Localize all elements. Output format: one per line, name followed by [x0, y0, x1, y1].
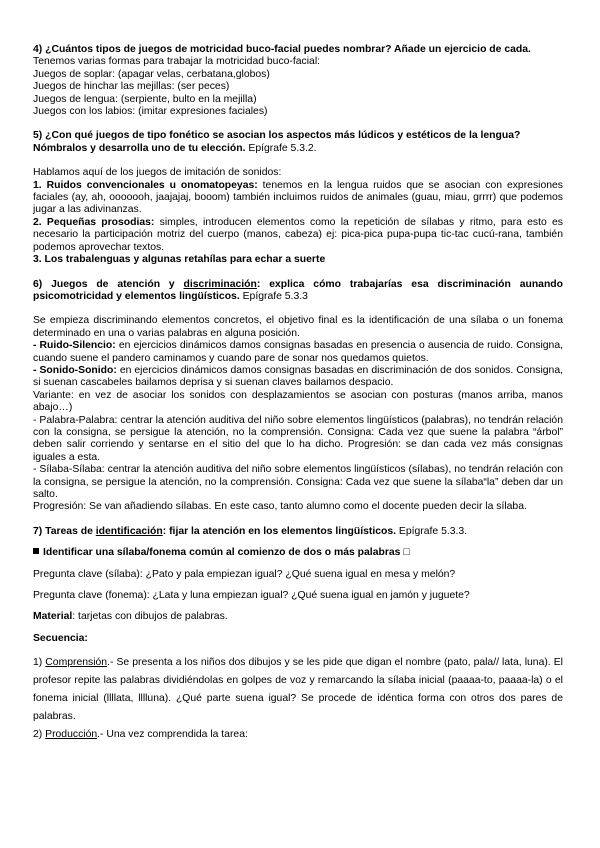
q7-pregunta-silaba: Pregunta clave (sílaba): ¿Pato y pala empiezan igual? ¿Qué suena igual en mesa y melón? — [33, 568, 456, 580]
q7-produccion: 2) Producción.- Una vez comprendida la tarea: — [33, 729, 248, 741]
q7-secuencia: Secuencia: — [33, 632, 88, 644]
q6-silaba-silaba: - Sílaba-Sílaba: centrar la atención auditiva del niño sobre elementos lingüísticos (sílabas), no tendrán relación con la consigna, se persigue la atención, no la comprensión. Consigna: Cada vez que suene la sílaba“la” deben dar un salto. — [33, 464, 563, 500]
q7-comprension: 1) Comprensión.- Se presenta a los niños dos dibujos y se les pide que digan el nombre (pato, pala// lata, luna). El profesor repite las palabras dividiéndolas en golpes de voz y remarcando la sílaba inicial (paaaa-to, paaaa-la) o el fonema inicial (llllata, lllluna). ¿Qué parte suena igual? Se procede de idéntica forma con otros dos pares de palabras. — [33, 657, 563, 723]
q6-palabra-palabra: - Palabra-Palabra: centrar la atención auditiva del niño sobre elementos lingüísticos (palabras), no tendrán relación con la consigna, se persigue la atención, no la comprensión. Consigna: Cada vez que suene la palabra “árbol” deben salir corriendo y sentarse en el sitio del que lo ha dicho. Progresión: se dan cada vez más consignas iguales a esta. — [33, 414, 563, 463]
q6-ruido-silencio: - Ruido-Silencio: en ejercicios dinámicos damos consignas basadas en presencia o ausencia de ruido. Consigna, cuando suene el pandero caminamos y cuando pare de sonar nos quedamos quietos. — [33, 340, 563, 364]
q4-line: Juegos de lengua: (serpiente, bulto en la mejilla) — [33, 93, 257, 105]
q6-sonido-sonido: - Sonido-Sonido: en ejercicios dinámicos damos consignas basadas en discriminación de dos sonidos. Consigna, si suenan cascabeles bailamos deprisa y si suenan claves bailamos despacio. — [33, 364, 564, 389]
q5-intro: Hablamos aquí de los juegos de imitación de sonidos: — [33, 167, 282, 179]
q7-pregunta-fonema: Pregunta clave (fonema): ¿Lata y luna empiezan igual? ¿Qué suena igual en jamón y juguete? — [33, 590, 470, 602]
document-page — [33, 44, 563, 744]
q7-bullet: Identificar una sílaba/fonema común al comienzo de dos o más palabras □ — [33, 547, 563, 559]
q4-line: Juegos de hinchar las mejillas: (ser peces) — [33, 81, 230, 93]
bullet-square-icon — [33, 548, 39, 554]
q4-line: Juegos con los labios: (imitar expresiones faciales) — [33, 106, 268, 118]
q5-title: 5) ¿Con qué juegos de tipo fonético se asocian los aspectos más lúdicos y estéticos de la lengua? Nómbralos y desarrolla uno de tu elección. Epígrafe 5.3.2. — [33, 130, 521, 154]
q4-line: Juegos de soplar: (apagar velas, cerbatana,globos) — [33, 68, 270, 80]
q6-progresion: Progresión: Se van añadiendo sílabas. En este caso, tanto alumno como el docente pueden decir la sílaba. — [33, 501, 527, 513]
q4-intro: Tenemos varias formas para trabajar la motricidad buco-facial: — [33, 56, 321, 68]
q5-item-1: 1. Ruidos convencionales u onomatopeyas: tenemos en la lengua ruidos que se asocian con expresiones faciales (ay, ah, ooooooh, jaajajaj, booom) también incluimos ruidos de animales (guau, miau, grrrr) que podemos jugar a las adivinanzas. — [33, 179, 563, 216]
q6-title: 6) Juegos de atención y discriminación: explica cómo trabajarías esa discriminación aunando psicomotricidad y elementos lingüísticos. Epígrafe 5.3.3 — [33, 278, 563, 302]
q5-item-3: 3. Los trabalenguas y algunas retahílas para echar a suerte — [33, 254, 326, 266]
q4-title: 4) ¿Cuántos tipos de juegos de motricidad buco-facial puedes nombrar? Añade un ejercicio de cada. — [33, 44, 531, 55]
q7-title: 7) Tareas de identificación: fijar la atención en los elementos lingüísticos. Epígrafe 5.3.3. — [33, 525, 468, 537]
q5-item-2: 2. Pequeñas prosodias: simples, introducen elementos como la repetición de sílabas y ritmo, para esto es necesario la participación motriz del cuerpo (manos, cabeza) ej: pica-pica pupa-pupa tic-tac cucú-rana, también podemos aprovechar textos. — [33, 216, 563, 253]
q7-material: Material: tarjetas con dibujos de palabras. — [33, 611, 228, 623]
q6-intro: Se empieza discriminando elementos concretos, el objetivo final es la identificación de una sílaba o un fonema determinado en una o varias palabras en alguna posición. — [33, 315, 563, 339]
q6-variante: Variante: en vez de asociar los sonidos con desplazamientos se asocian con posturas (manos arriba, manos abajo…) — [33, 389, 563, 414]
